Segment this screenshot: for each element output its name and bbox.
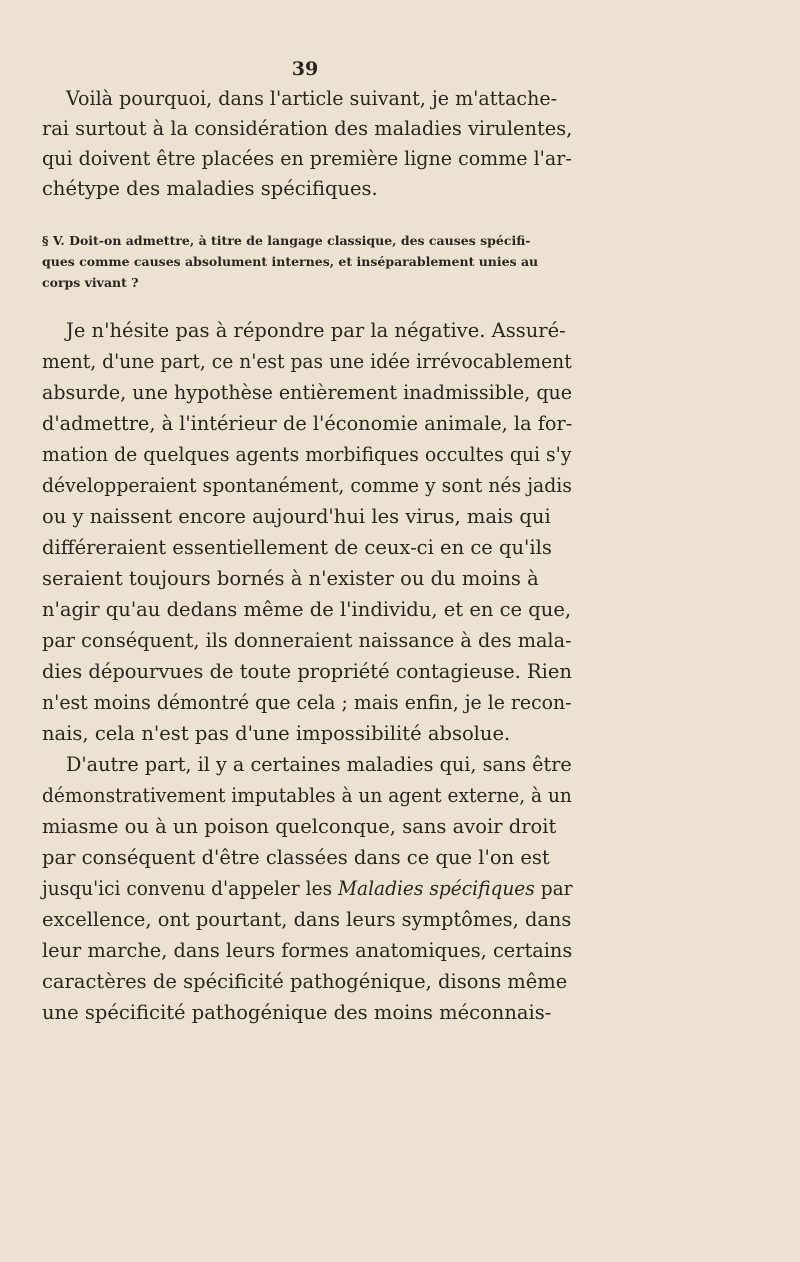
text-line: miasme ou à un poison quelconque, sans avoir droit xyxy=(42,815,557,838)
text-span: par xyxy=(534,877,573,900)
text-line: mation de quelques agents morbifiques occultes qui s'y xyxy=(42,443,572,466)
text-line: par conséquent d'être classées dans ce que l'on est xyxy=(42,846,550,869)
text-span: jusqu'ici convenu d'appeler les xyxy=(42,877,339,900)
text-line: qui doivent être placées en première ligne comme l'ar- xyxy=(42,147,572,170)
text-line: caractères de spécificité pathogénique, disons même xyxy=(42,970,568,993)
text-line: ment, d'une part, ce n'est pas une idée irrévocablement xyxy=(42,350,572,373)
text-line: n'agir qu'au dedans même de l'individu, et en ce que, xyxy=(42,598,572,621)
section-heading-line: § V. Doit-on admettre, à titre de langage classique, des causes spécifi- xyxy=(42,233,531,248)
page-number: 39 xyxy=(291,58,319,80)
text-line: nais, cela n'est pas d'une impossibilité absolue. xyxy=(42,722,511,745)
text-line: différeraient essentiellement de ceux-ci en ce qu'ils xyxy=(42,536,552,559)
text-line: rai surtout à la considération des maladies virulentes, xyxy=(42,117,573,140)
section-heading-line: corps vivant ? xyxy=(42,275,139,290)
text-line: ou y naissent encore aujourd'hui les virus, mais qui xyxy=(42,505,551,528)
section-heading-line: ques comme causes absolument internes, et inséparablement unies au xyxy=(42,254,539,269)
text-line: développeraient spontanément, comme y sont nés jadis xyxy=(42,474,572,497)
text-line: d'admettre, à l'intérieur de l'économie animale, la for- xyxy=(42,412,573,435)
text-line: n'est moins démontré que cela ; mais enfin, je le recon- xyxy=(42,691,572,714)
text-line: Je n'hésite pas à répondre par la négative. Assuré- xyxy=(66,319,566,342)
italic-term: Maladies spécifiques xyxy=(338,877,535,900)
text-line: par conséquent, ils donneraient naissance à des mala- xyxy=(42,629,572,652)
text-line: seraient toujours bornés à n'exister ou du moins à xyxy=(42,567,539,590)
text-line: leur marche, dans leurs formes anatomiques, certains xyxy=(42,939,573,962)
text-line: une spécificité pathogénique des moins méconnais- xyxy=(42,1001,552,1024)
text-line: D'autre part, il y a certaines maladies qui, sans être xyxy=(66,753,572,776)
text-line: Voilà pourquoi, dans l'article suivant, je m'attache- xyxy=(66,87,558,110)
text-line: excellence, ont pourtant, dans leurs symptômes, dans xyxy=(42,908,572,931)
text-line-with-italic xyxy=(42,874,573,903)
text-line: chétype des maladies spécifiques. xyxy=(42,177,378,200)
text-line: démonstrativement imputables à un agent externe, à un xyxy=(42,784,572,807)
text-line: absurde, une hypothèse entièrement inadmissible, que xyxy=(42,381,573,404)
text-line: dies dépourvues de toute propriété contagieuse. Rien xyxy=(42,660,572,683)
